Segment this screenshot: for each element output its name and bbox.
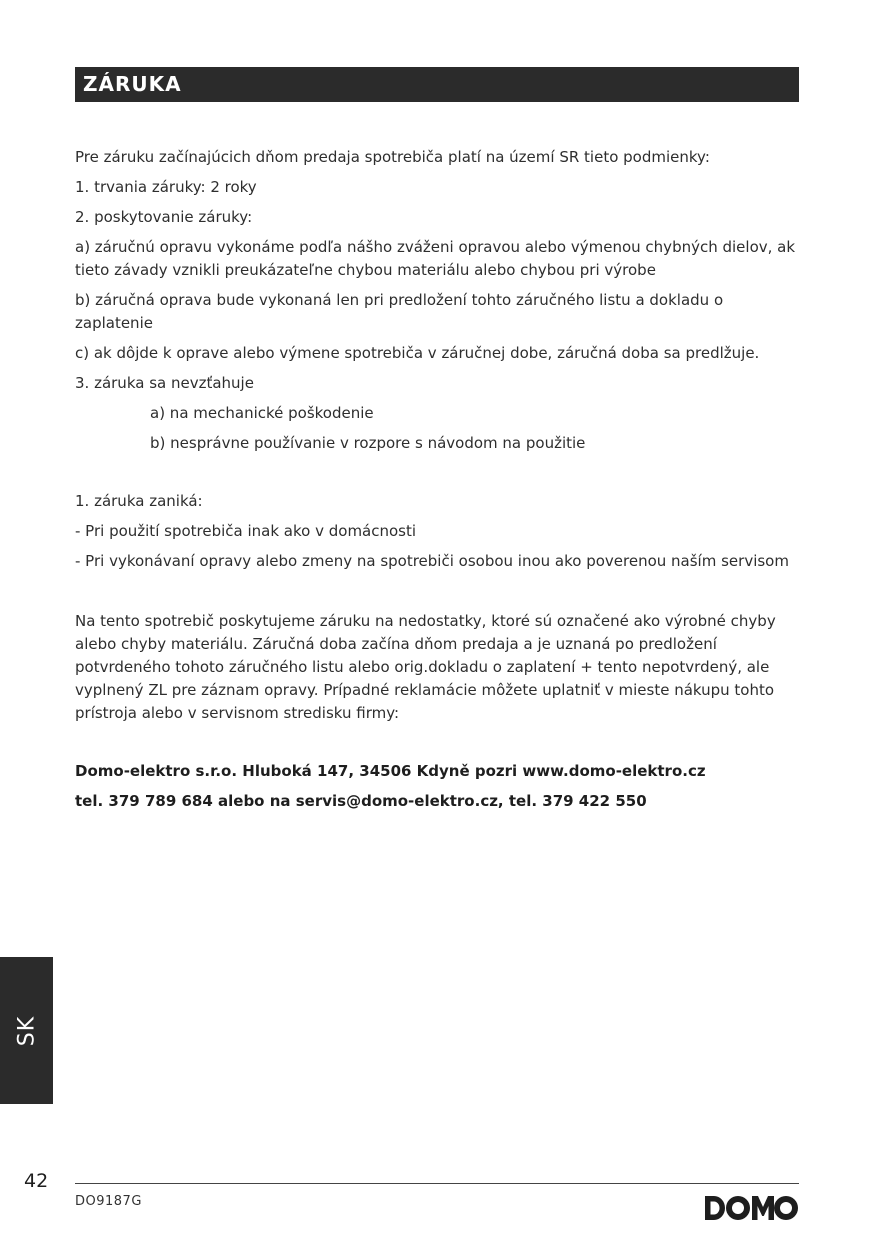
domo-logo <box>699 1190 799 1226</box>
contact-address: Domo-elektro s.r.o. Hluboká 147, 34506 Kdyně pozri www.domo-elektro.cz <box>75 762 706 780</box>
exclusion-a: a) na mechanické poškodenie <box>150 404 374 422</box>
warranty-paragraph: Na tento spotrebič poskytujeme záruku na nedostatky, ktoré sú označené ako výrobné chyby alebo chyby materiálu. Záručná doba začína dňom predaja a je uznaná po predložení potvrdeného tohoto záručného listu alebo orig.dokladu o zaplatení + tento nepotvrdený, ale vyplnený ZL pre záznam opravy. Prípadné reklamácie môžete uplatniť v mieste nákupu tohto prístroja alebo v servisnom stredisku firmy: <box>75 612 776 722</box>
warranty-duration: 1. trvania záruky: 2 roky <box>75 178 257 196</box>
contact-phone: tel. 379 789 684 alebo na servis@domo-elektro.cz, tel. 379 422 550 <box>75 792 647 810</box>
language-code: SK <box>14 1015 39 1046</box>
warranty-provision-a: a) záručnú opravu vykonáme podľa nášho zváženi opravou alebo výmenou chybných dielov, ak tieto závady vznikli preukázateľne chybou materiálu alebo chybou pri výrobe <box>75 238 796 279</box>
page-number: 42 <box>24 1170 49 1192</box>
section-title: ZÁRUKA <box>75 67 799 102</box>
language-tab <box>0 957 53 1104</box>
expiry-condition-2: - Pri vykonávaní opravy alebo zmeny na spotrebiči osobou inou ako poverenou naším servisom <box>75 552 789 570</box>
expiry-condition-1: - Pri použití spotrebiča inak ako v domácnosti <box>75 522 417 540</box>
footer-divider <box>75 1183 799 1184</box>
spacer <box>75 732 799 760</box>
warranty-content <box>75 146 799 820</box>
warranty-exclusions: 3. záruka sa nevzťahuje <box>75 374 254 392</box>
spacer <box>75 580 799 610</box>
warranty-provision-b: b) záručná oprava bude vykonaná len pri predložení tohto záručného listu a dokladu o zaplatenie <box>75 291 724 332</box>
model-number: DO9187G <box>75 1194 142 1209</box>
warranty-provision-c: c) ak dôjde k oprave alebo výmene spotrebiča v záručnej dobe, záručná doba sa predlžuje. <box>75 344 760 362</box>
expiry-title: 1. záruka zaniká: <box>75 492 203 510</box>
spacer <box>75 462 799 490</box>
exclusion-b: b) nesprávne používanie v rozpore s návodom na použitie <box>150 434 586 452</box>
warranty-provision: 2. poskytovanie záruky: <box>75 208 253 226</box>
intro-text: Pre záruku začínajúcich dňom predaja spotrebiča platí na území SR tieto podmienky: <box>75 148 710 166</box>
